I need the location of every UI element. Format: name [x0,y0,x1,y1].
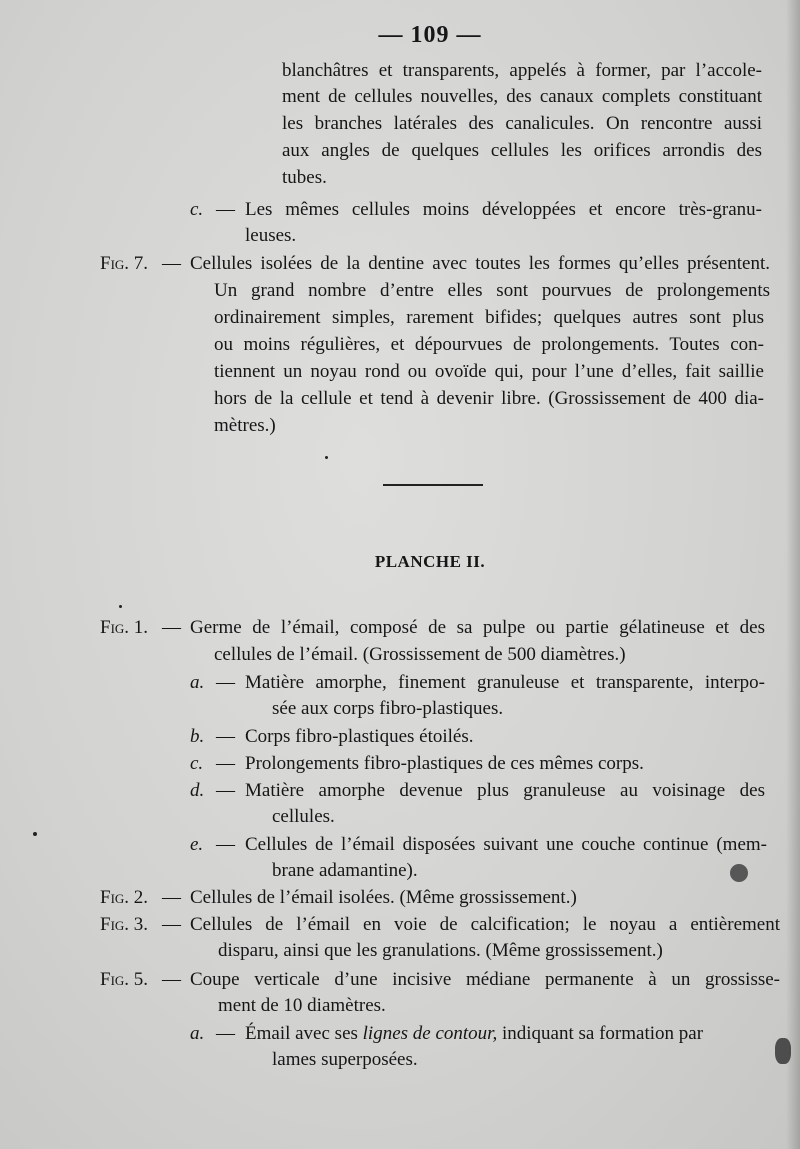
text-line: lames superposées. [272,1049,418,1070]
text-line: Coupe verticale d’une incisive médiane permanente à un grossisse- [190,969,780,990]
text-line: cellules. [272,806,335,827]
text-line: brane adamantine). [272,860,418,881]
item-dash: — [162,969,181,990]
text-line: Germe de l’émail, composé de sa pulpe ou partie gélatineuse et des [190,617,765,638]
item-label: e. [190,834,204,855]
ink-speck [119,605,122,608]
text-line: ou moins régulières, et dépourvues de prolongements. Toutes con- [214,334,764,355]
text-line: tiennent un noyau rond ou ovoïde qui, pour l’une d’elles, fait saillie [214,361,764,382]
text-line: aux angles de quelques cellules les orifices arrondis des [282,140,762,161]
figure-label: Fig. 5. [100,969,149,990]
text-line: ment de 10 diamètres. [218,995,386,1016]
text-line: Cellules de l’émail isolées. (Même grossissement.) [190,887,577,908]
text-line: les branches latérales des canalicules. On rencontre aussi [282,113,762,134]
item-label: b. [190,726,205,747]
text-line: mètres.) [214,415,276,436]
figure-label: Fig. 3. [100,914,149,935]
text-line: Matière amorphe devenue plus granuleuse au voisinage des [245,780,765,801]
ink-blot [730,864,748,882]
text-span: indiquant sa formation par [497,1023,704,1044]
ink-speck [325,456,328,459]
text-line: Cellules de l’émail en voie de calcification; le noyau a entièrement [190,914,780,935]
figure-label: Fig. 7. [100,253,149,274]
italic-phrase: lignes de contour, [362,1023,498,1044]
ink-blot [775,1038,791,1064]
text-line: tubes. [282,167,327,188]
item-dash: — [216,1023,235,1044]
figure-label: Fig. 2. [100,887,149,908]
text-line: Cellules de l’émail disposées suivant une couche continue (mem- [245,834,767,855]
text-line: Prolongements fibro-plastiques de ces mêmes corps. [245,753,644,774]
text-line: ment de cellules nouvelles, des canaux complets constituant [282,86,762,107]
text-line: Corps fibro-plastiques étoilés. [245,726,474,747]
text-line: hors de la cellule et tend à devenir libre. (Grossissement de 400 dia- [214,388,764,409]
section-divider [383,484,483,486]
text-line: disparu, ainsi que les granulations. (Même grossissement.) [218,940,663,961]
page-edge-shadow [786,0,800,1149]
item-label: c. [190,753,204,774]
text-line [245,1021,703,1047]
section-heading: PLANCHE II. [374,552,486,571]
item-dash: — [216,199,235,220]
item-dash: — [162,914,181,935]
figure-label: Fig. 1. [100,617,149,638]
text-span: Émail avec ses [245,1023,363,1044]
text-line: Matière amorphe, finement granuleuse et transparente, interpo- [245,672,765,693]
item-dash: — [216,672,235,693]
item-dash: — [216,834,235,855]
item-label: d. [190,780,205,801]
text-line: Cellules isolées de la dentine avec toutes les formes qu’elles présentent. [190,253,770,274]
ink-speck [33,832,37,836]
item-dash: — [216,753,235,774]
item-dash: — [162,253,181,274]
item-label: a. [190,672,205,693]
text-line: leuses. [245,225,297,246]
text-line: Les mêmes cellules moins développées et encore très-granu- [245,199,762,220]
item-dash: — [162,617,181,638]
text-line: ordinairement simples, rarement bifides; quelques autres sont plus [214,307,764,328]
item-dash: — [162,887,181,908]
text-line: sée aux corps fibro-plastiques. [272,698,504,719]
item-dash: — [216,780,235,801]
item-label: a. [190,1023,205,1044]
item-label: c. [190,199,204,220]
page-number: — 109 — [378,22,482,48]
text-line: blanchâtres et transparents, appelés à former, par l’accole- [282,60,762,81]
text-line: cellules de l’émail. (Grossissement de 500 diamètres.) [214,644,626,665]
text-line: Un grand nombre d’entre elles sont pourvues de prolongements [214,280,770,301]
item-dash: — [216,726,235,747]
